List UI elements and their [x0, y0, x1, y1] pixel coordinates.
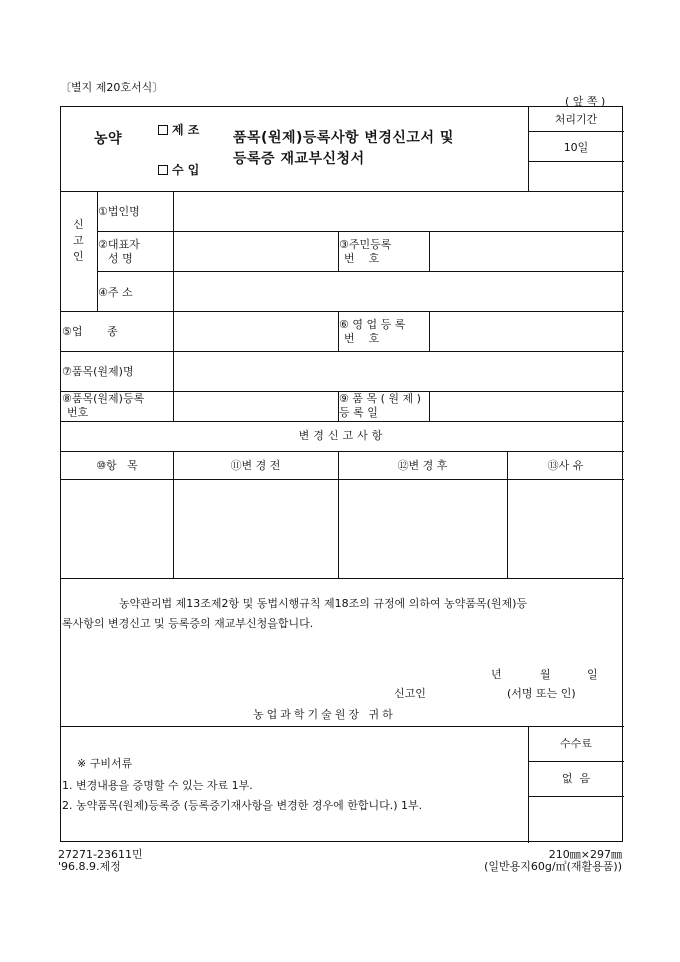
- title-line-2: 등록증 재교부신청서: [233, 151, 365, 167]
- processing-period-label: 처리기간: [554, 113, 598, 126]
- business-reg-label-2: 번 호: [344, 332, 380, 345]
- footer-enacted: '96.8.9.제정: [58, 860, 121, 873]
- product-reg-label-1: ⑧품목(원제)등록: [62, 392, 145, 405]
- address-field[interactable]: [174, 272, 623, 310]
- form-table: [60, 106, 623, 842]
- change-reason-field[interactable]: [508, 480, 623, 577]
- date-day: 일: [587, 668, 598, 681]
- reg-date-field[interactable]: [430, 392, 623, 420]
- required-docs-title: ※ 구비서류: [77, 757, 133, 770]
- option-manufacture[interactable]: 제 조: [158, 124, 199, 137]
- rep-name-label-2: 성 명: [108, 252, 133, 265]
- corp-name-field[interactable]: [174, 192, 623, 230]
- page-side-label: ( 앞 쪽 ): [565, 95, 606, 108]
- fee-value: 없 음: [561, 772, 591, 785]
- required-doc-2: 2. 농약품목(원제)등록증 (등록증기재사항을 변경한 경우에 한합니다.) 1부.: [62, 799, 423, 812]
- date-year: 년: [491, 668, 502, 681]
- resident-number-label-2: 번 호: [344, 252, 380, 265]
- footer-code: 27271-23611민: [58, 848, 143, 861]
- change-item-field[interactable]: [62, 480, 172, 577]
- product-name-field[interactable]: [174, 352, 623, 390]
- addressee: 농업과학기술원장 귀하: [253, 708, 396, 721]
- col-item-header: ⑩항 목: [96, 459, 138, 472]
- applicant-group-label: 신고인: [73, 218, 84, 263]
- option-import[interactable]: 수 입: [158, 164, 199, 177]
- change-after-field[interactable]: [339, 480, 506, 577]
- col-reason-header: ⑬사 유: [547, 459, 584, 472]
- rep-name-label-1: ②대표자: [98, 238, 140, 251]
- reg-date-label-1: ⑨ 품 목 ( 원 제 ): [339, 392, 421, 405]
- category-label: 농약: [94, 131, 123, 147]
- resident-number-field[interactable]: [430, 232, 623, 270]
- footer-paper: (일반용지60g/㎡(재활용품)): [484, 860, 622, 873]
- corp-name-label: ①법인명: [98, 205, 140, 218]
- footer-size: 210㎜×297㎜: [548, 848, 622, 861]
- date-month: 월: [540, 668, 551, 681]
- product-reg-field[interactable]: [174, 392, 337, 420]
- manufacture-checkbox[interactable]: [158, 125, 168, 135]
- import-checkbox[interactable]: [158, 165, 168, 175]
- address-label: ④주 소: [98, 286, 133, 299]
- required-doc-1: 1. 변경내용을 증명할 수 있는 자료 1부.: [62, 779, 253, 792]
- business-reg-label-1: ⑥ 영 업 등 록: [339, 318, 406, 331]
- changes-section-title: 변경신고사항: [298, 429, 387, 442]
- declaration-text-1: 농약관리법 제13조제2항 및 동법시행규칙 제18조의 규정에 의하여 농약품목(원제)등: [119, 597, 528, 610]
- business-reg-field[interactable]: [430, 312, 623, 350]
- product-reg-label-2: 번호: [67, 406, 89, 419]
- col-before-header: ⑪변 경 전: [230, 459, 281, 472]
- rep-name-field[interactable]: [174, 232, 337, 270]
- applicant-sign-label: 신고인: [394, 687, 426, 700]
- processing-period-value: 10일: [563, 141, 589, 154]
- fee-label: 수수료: [560, 737, 592, 750]
- business-type-label: ⑤업 종: [62, 325, 118, 338]
- form-number: 〔별지 제20호서식〕: [60, 81, 164, 94]
- resident-number-label-1: ③주민등록: [339, 238, 392, 251]
- business-type-field[interactable]: [174, 312, 337, 350]
- declaration-text-2: 록사항의 변경신고 및 등록증의 재교부신청을합니다.: [62, 617, 314, 630]
- reg-date-label-2: 등 록 일: [339, 406, 378, 419]
- col-after-header: ⑫변 경 후: [397, 459, 448, 472]
- change-before-field[interactable]: [174, 480, 337, 577]
- title-line-1: 품목(원제)등록사항 변경신고서 및: [233, 130, 454, 146]
- signature-label: (서명 또는 인): [507, 687, 576, 700]
- product-name-label: ⑦품목(원제)명: [62, 365, 134, 378]
